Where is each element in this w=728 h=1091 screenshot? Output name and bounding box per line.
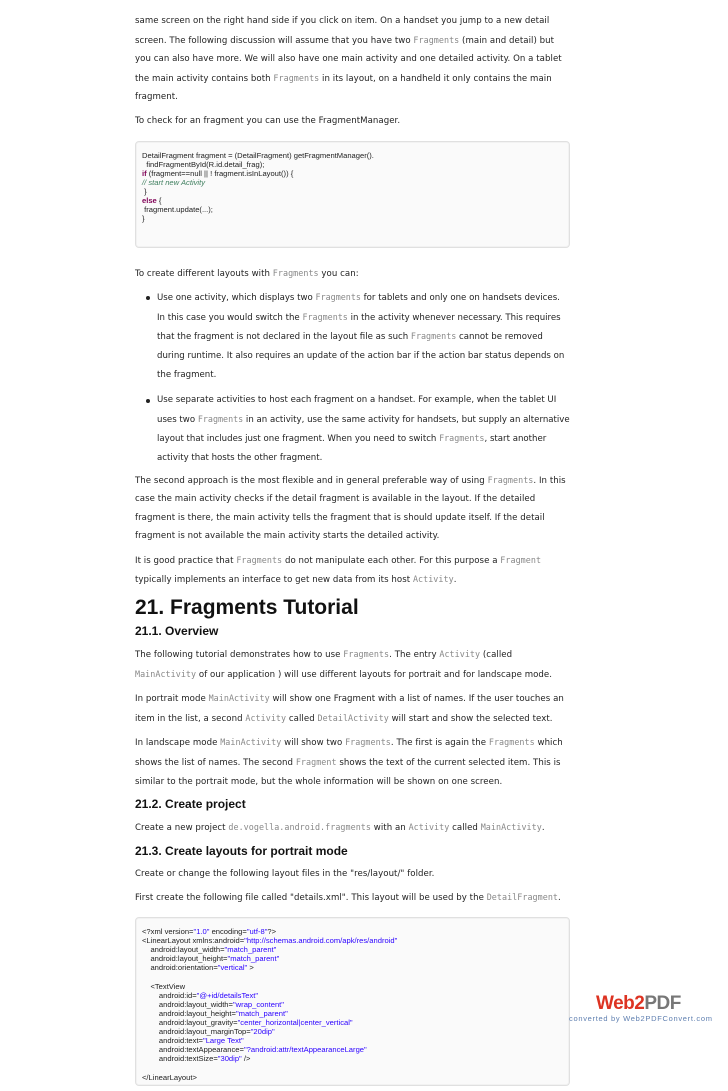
code-block-fragment-check: [135, 141, 570, 248]
code-text: android:id=: [142, 990, 197, 1000]
logo-web: Web: [596, 993, 635, 1014]
code-string: "match_parent": [235, 1008, 288, 1018]
text: called: [449, 823, 481, 834]
code-text: android:layout_height=: [142, 954, 228, 964]
code-inline: de.vogella.android.fragments: [228, 822, 371, 833]
paragraph-layout-files: Create or change the following layout files in the "res/layout/" folder.: [135, 868, 435, 879]
text: which shows the list of names. The second: [135, 738, 563, 769]
code-line: findFragmentById(R.id.detail_frag);: [142, 159, 265, 169]
code-string: "center_horizontal|center_vertical": [237, 1017, 353, 1027]
code-inline: MainActivity: [208, 693, 270, 704]
code-inline: Fragments: [487, 474, 534, 485]
text: do not manipulate each other. For this purpose a: [282, 555, 501, 566]
code-inline: Fragment: [295, 757, 337, 768]
text: Use one activity, which displays two: [157, 293, 316, 304]
code-string: "vertical": [217, 963, 248, 973]
code-inline: Fragments: [272, 267, 319, 278]
code-inline: DetailFragment: [486, 892, 559, 903]
code-keyword: else: [142, 196, 157, 206]
code-text: android:text=: [142, 1036, 203, 1046]
text: In portrait mode: [135, 694, 209, 705]
text: , start another activity that hosts the other fragment.: [157, 434, 547, 463]
text: of our application ) will use different layouts for portrait and for landscape mode.: [196, 669, 553, 680]
code-line: DetailFragment fragment = (DetailFragment) getFragmentManager().: [142, 150, 374, 160]
text: will show one Fragment with a list of names. If the user touches an item in the list, a second: [135, 694, 564, 724]
code-inline: Activity: [245, 712, 287, 723]
text: same screen on the right hand side if you click on item. On a handset you jump to a new detail screen. The following discussion will assume that you have two: [135, 16, 550, 46]
text: The second approach is the most flexible and in general preferable way of using: [135, 475, 488, 486]
text: . In this case the main activity checks if the detail fragment is available in the layout. If the detailed fragment is there, the main activity tells the fragment that is should update itself. If the detail fragment is not available the main activity starts the detailed activity.: [135, 475, 566, 542]
code-inline: MainActivity: [135, 668, 197, 679]
web2pdf-logo: [569, 993, 723, 1023]
paragraph-create-project: [135, 818, 570, 838]
text: .: [541, 823, 545, 834]
code-inline: Fragments: [488, 737, 535, 748]
paragraph-fragments-intro: [135, 12, 570, 107]
code-string: "utf-8": [246, 927, 268, 936]
code-string: "match_parent": [227, 954, 280, 964]
text: (called: [480, 650, 513, 661]
text: The following tutorial demonstrates how to use: [135, 650, 344, 661]
code-inline: Activity: [412, 574, 454, 585]
code-string: "wrap_content": [232, 999, 284, 1009]
code-inline: Fragment: [500, 554, 542, 565]
code-text: android:layout_marginTop=: [142, 1027, 251, 1037]
code-keyword: if: [142, 168, 147, 178]
code-string: "Large Text": [203, 1036, 244, 1046]
code-text: android:layout_width=: [142, 945, 225, 955]
text: It is good practice that: [135, 555, 237, 566]
paragraph-second-approach: [135, 471, 570, 546]
code-text: <?xml version=: [142, 927, 194, 936]
code-inline: Fragments: [315, 292, 361, 303]
code-text: </LinearLayout>: [142, 1072, 197, 1082]
code-line: (fragment==null || ! fragment.isInLayout()) {: [146, 168, 294, 178]
text: shows the text of the current selected item. This is similar to the portrait mode, but the whole information will be shown on one screen.: [135, 758, 561, 787]
code-inline: Fragments: [345, 737, 391, 748]
code-inline: Fragments: [439, 433, 485, 444]
list-item: [135, 288, 570, 384]
text: (main and detail) but you can also have more. We will also have one main activity and one detailed activity. On a tablet the main activity contains both: [135, 35, 562, 84]
paragraph-details-xml: [135, 888, 570, 908]
code-line: }: [142, 186, 147, 196]
logo-two: 2: [634, 993, 645, 1014]
code-inline: Fragments: [273, 72, 320, 83]
paragraph-landscape-mode: [135, 733, 570, 791]
code-inline: Fragments: [410, 331, 457, 342]
code-line: {: [156, 196, 162, 206]
code-block-details-xml: [135, 917, 570, 1086]
subsection-title-overview: 21.1. Overview: [135, 624, 219, 639]
code-text: />: [241, 1054, 251, 1064]
code-inline: Fragments: [236, 554, 283, 565]
code-text: android:orientation=: [142, 963, 218, 973]
text: Create a new project: [135, 823, 229, 834]
text: called: [286, 713, 318, 724]
code-text: android:layout_gravity=: [142, 1017, 238, 1027]
approach-list: [135, 288, 570, 467]
code-text: <LinearLayout xmlns:android=: [142, 936, 245, 946]
text: cannot be removed during runtime. It also requires an update of the action bar if the action bar status depends on the fragment.: [157, 332, 565, 380]
code-text: >: [247, 963, 254, 973]
text: .: [453, 575, 457, 586]
section-title: 21. Fragments Tutorial: [135, 596, 359, 620]
text: with an: [370, 823, 409, 834]
text: in its layout, on a handheld it only contains the main fragment.: [135, 73, 552, 103]
text: for tablets and only one on handsets devices. In this case you would switch the: [157, 293, 560, 323]
text: you can:: [318, 268, 359, 279]
code-text: android:textAppearance=: [142, 1045, 244, 1055]
code-inline: Fragments: [302, 311, 348, 322]
code-string: "1.0": [193, 927, 210, 936]
code-text: encoding=: [209, 927, 247, 936]
code-string: "@+id/detailsText": [196, 990, 259, 1000]
code-inline: Fragments: [413, 34, 460, 45]
text: Use separate activities to host each fragment on a handset. For example, when the tablet UI uses two: [157, 395, 557, 425]
code-text: android:textSize=: [142, 1054, 218, 1064]
text: will start and show the selected text.: [388, 713, 553, 724]
text: In landscape mode: [135, 738, 221, 749]
paragraph-fragment-manager: To check for an fragment you can use the FragmentManager.: [135, 115, 401, 126]
code-text: android:layout_width=: [142, 999, 233, 1009]
text: To create different layouts with: [135, 268, 273, 279]
logo-wordmark: [596, 993, 681, 1015]
code-inline: Fragments: [343, 649, 390, 660]
paragraph-good-practice: [135, 551, 570, 590]
text: in the activity whenever necessary. This requires that the fragment is not declared in the layout file as such: [157, 312, 561, 343]
text: typically implements an interface to get new data from its host: [135, 575, 413, 586]
text: will show two: [281, 738, 346, 749]
code-text: <TextView: [142, 981, 186, 991]
code-inline: MainActivity: [480, 822, 542, 833]
document-page: [135, 12, 570, 1091]
code-line: }: [142, 214, 145, 224]
list-item: [135, 391, 570, 467]
subsection-title-create-project: 21.2. Create project: [135, 797, 246, 812]
code-inline: MainActivity: [220, 737, 282, 748]
code-inline: Activity: [439, 649, 481, 660]
code-string: "30dip": [217, 1054, 242, 1064]
logo-pdf: PDF: [644, 993, 681, 1014]
text: .: [558, 893, 561, 904]
text: . The entry: [389, 650, 440, 661]
code-string: "?android:attr/textAppearanceLarge": [243, 1045, 367, 1055]
code-inline: Activity: [408, 822, 450, 833]
subsection-title-portrait-layouts: 21.3. Create layouts for portrait mode: [135, 843, 348, 858]
code-inline: DetailActivity: [317, 712, 389, 723]
code-string: "match_parent": [224, 945, 277, 955]
code-string: "20dip": [250, 1027, 275, 1037]
code-inline: Fragments: [197, 413, 244, 424]
code-string: "http://schemas.android.com/apk/res/android": [244, 936, 398, 946]
code-comment: // start new Activity: [142, 177, 206, 187]
code-line: fragment.update(...);: [142, 205, 213, 215]
paragraph-create-layouts: [135, 264, 570, 284]
text: First create the following file called "details.xml". This layout will be used by the: [135, 893, 487, 904]
text: in an activity, use the same activity for handsets, but supply an alternative layout that includes just one fragment. When you need to switch: [157, 414, 570, 445]
text: . The first is again the: [390, 738, 489, 749]
code-text: ?>: [267, 927, 277, 936]
paragraph-portrait-mode: [135, 689, 570, 728]
code-text: android:layout_height=: [142, 1008, 236, 1018]
logo-caption: converted by Web2PDFConvert.com: [569, 1014, 713, 1023]
paragraph-overview: [135, 645, 570, 684]
